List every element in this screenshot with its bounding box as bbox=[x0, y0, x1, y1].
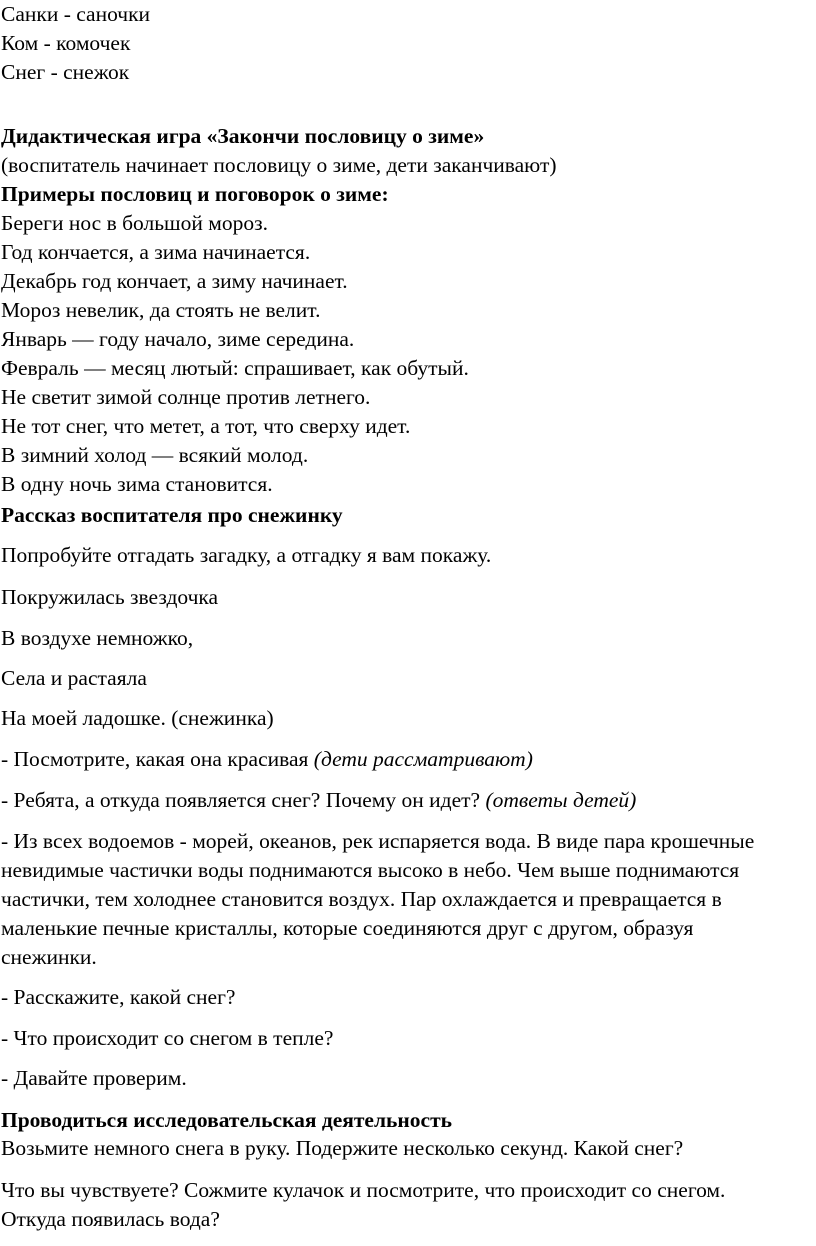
riddle-line: Покружилась звездочка bbox=[1, 585, 219, 609]
story-heading: Рассказ воспитателя про снежинку bbox=[1, 503, 343, 527]
proverb-line: Год кончается, а зима начинается. bbox=[1, 240, 311, 264]
proverb-line: Январь — году начало, зиме середина. bbox=[1, 327, 355, 351]
game-note: (воспитатель начинает пословицу о зиме, дети заканчивают) bbox=[1, 153, 557, 177]
question-note: (ответы детей) bbox=[485, 788, 637, 812]
proverb-line: Не тот снег, что метет, а тот, что сверху идет. bbox=[1, 414, 411, 438]
game-title: Дидактическая игра «Закончи пословицу о зиме» bbox=[1, 124, 485, 148]
intro-line: Снег - снежок bbox=[1, 60, 130, 84]
explanation-paragraph: - Из всех водоемов - морей, океанов, рек испаряется вода. В виде пара крошечные невидимые частички воды поднимаются высоко в небо. Чем выше поднимаются частички, тем холоднее становится воздух. Пар охлаждается и превращается в маленькие печные кристаллы, которые соединяются друг с другом, образуя снежинки. bbox=[1, 829, 755, 969]
question-text: - Ребята, а откуда появляется снег? Почему он идет? bbox=[1, 788, 486, 812]
question-line: - Расскажите, какой снег? bbox=[1, 985, 236, 1009]
question-line: - Что происходит со снегом в тепле? bbox=[1, 1026, 334, 1050]
research-paragraph: Что вы чувствуете? Сожмите кулачок и посмотрите, что происходит со снегом. Откуда появилась вода? bbox=[1, 1178, 726, 1231]
game-section bbox=[1, 122, 801, 499]
intro-line: Санки - саночки bbox=[1, 2, 151, 26]
riddle-line: В воздухе немножко, bbox=[1, 626, 194, 650]
proverb-line: В зимний холод — всякий молод. bbox=[1, 443, 309, 467]
proverb-line: Не светит зимой солнце против летнего. bbox=[1, 385, 371, 409]
question-text: - Посмотрите, какая она красивая bbox=[1, 747, 314, 771]
proverb-line: Мороз невелик, да стоять не велит. bbox=[1, 298, 321, 322]
riddle-line: Села и растаяла bbox=[1, 666, 147, 690]
question-line bbox=[1, 786, 801, 815]
riddle-intro: Попробуйте отгадать загадку, а отгадку я вам покажу. bbox=[1, 543, 492, 567]
proverb-line: Февраль — месяц лютый: спрашивает, как обутый. bbox=[1, 356, 469, 380]
research-paragraph: Возьмите немного снега в руку. Подержите несколько секунд. Какой снег? bbox=[1, 1136, 684, 1160]
intro-line: Ком - комочек bbox=[1, 31, 131, 55]
riddle-line: На моей ладошке. (снежинка) bbox=[1, 706, 274, 730]
proverbs-heading: Примеры пословиц и поговорок о зиме: bbox=[1, 182, 389, 206]
proverb-line: Береги нос в большой мороз. bbox=[1, 211, 268, 235]
proverb-line: В одну ночь зима становится. bbox=[1, 472, 273, 496]
intro-block bbox=[1, 0, 801, 87]
proverb-line: Декабрь год кончает, а зиму начинает. bbox=[1, 269, 348, 293]
question-line bbox=[1, 745, 801, 774]
research-heading: Проводиться исследовательская деятельность bbox=[1, 1108, 453, 1132]
question-line: - Давайте проверим. bbox=[1, 1066, 187, 1090]
question-note: (дети рассматривают) bbox=[313, 747, 533, 771]
